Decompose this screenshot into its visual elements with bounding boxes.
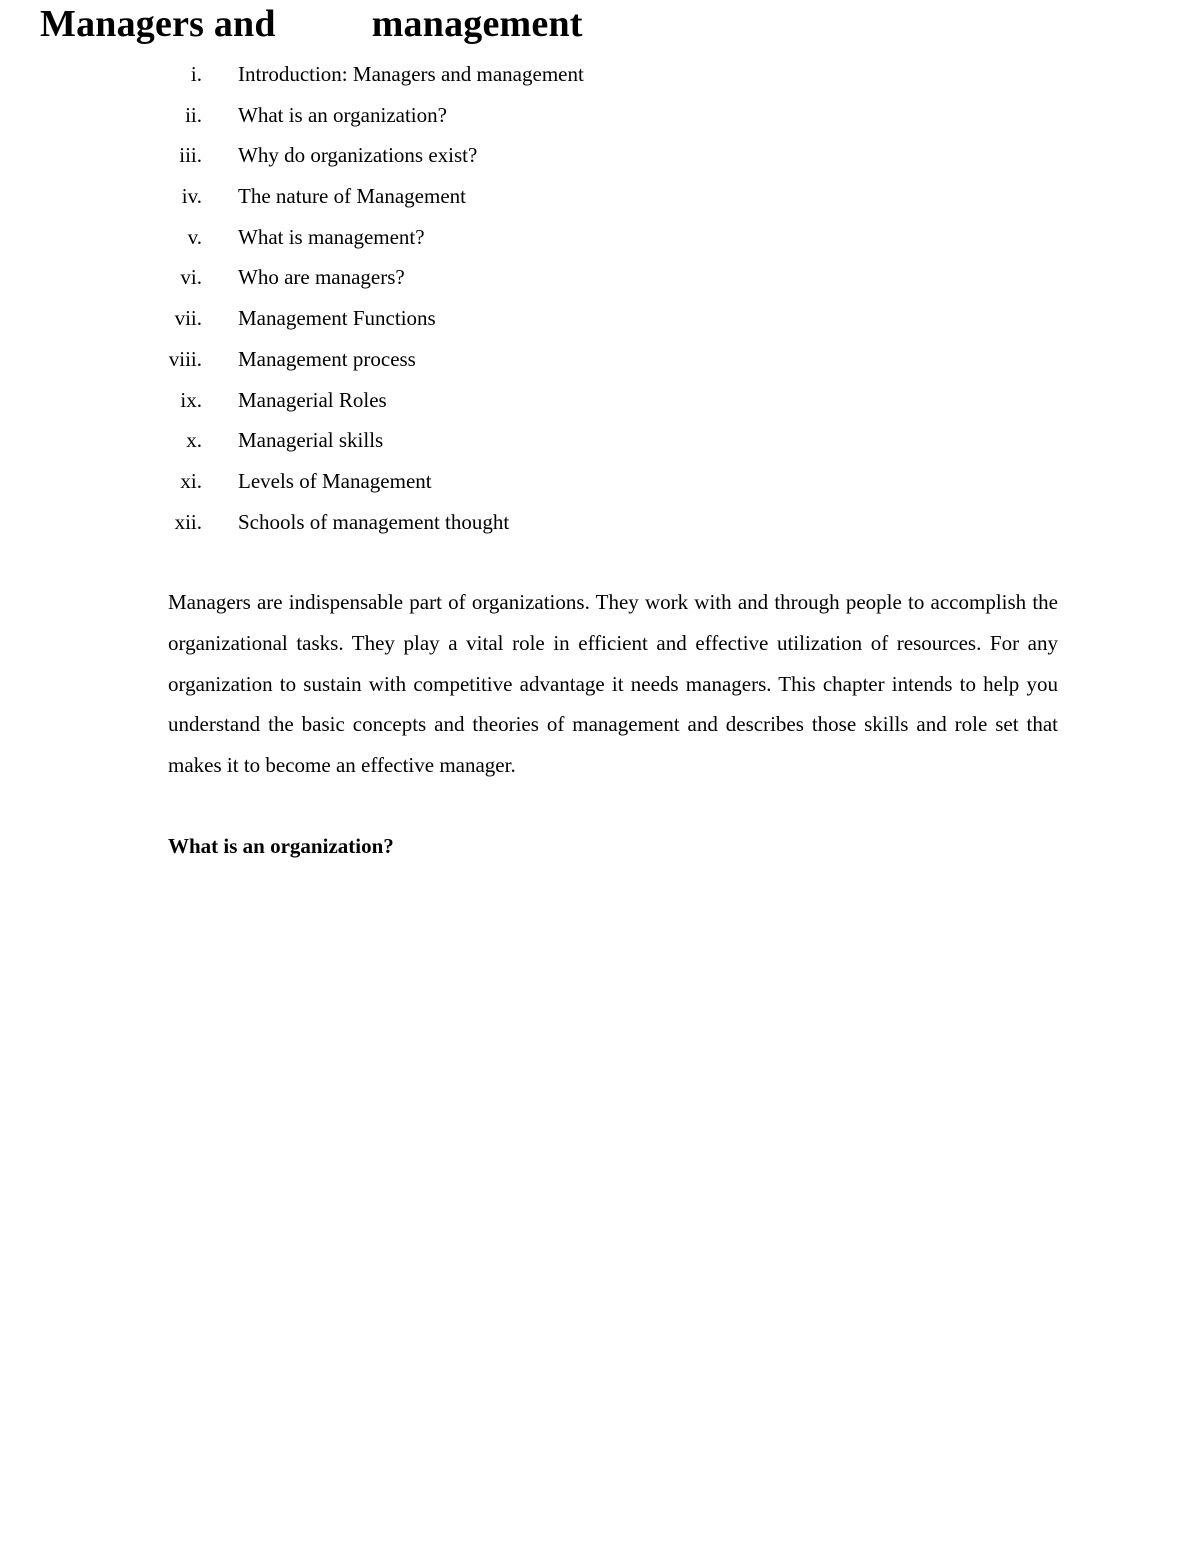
toc-numeral: i. <box>190 62 202 86</box>
toc-label: What is an organization? <box>238 102 447 127</box>
document-title-part-1: Managers and <box>40 3 276 45</box>
toc-label: Schools of management thought <box>238 509 510 534</box>
toc-numeral: ii. <box>185 102 202 127</box>
toc-item <box>0 257 800 298</box>
document-title <box>40 2 583 46</box>
toc-item <box>0 339 800 380</box>
toc-label: Managerial Roles <box>238 387 387 412</box>
toc-numeral: vi. <box>180 265 202 290</box>
toc-label: The nature of Management <box>238 184 466 209</box>
toc-item <box>0 217 800 258</box>
toc-numeral: x. <box>186 428 202 453</box>
toc-numeral: xii. <box>174 509 202 534</box>
toc-numeral: vii. <box>174 306 202 331</box>
toc-label: Who are managers? <box>238 265 405 290</box>
toc-numeral: v. <box>187 224 202 249</box>
toc-item <box>0 502 800 543</box>
toc-label: What is management? <box>238 224 425 249</box>
toc-item <box>0 95 800 136</box>
document-title-part-2: management <box>371 3 583 45</box>
toc-label: Management process <box>238 346 416 371</box>
toc-item <box>0 420 800 461</box>
toc-item <box>0 135 800 176</box>
toc-numeral: viii. <box>168 346 202 371</box>
toc-label: Introduction: Managers and management <box>238 62 584 86</box>
toc-label: Why do organizations exist? <box>238 143 478 168</box>
intro-paragraph: Managers are indispensable part of organizations. They work with and through people to accomplish the organizational tasks. They play a vital role in efficient and effective utilization of resources. For any organization to sustain with competitive advantage it needs managers. This chapter intends to help you understand the basic concepts and theories of management and describes those skills and role set that makes it to become an effective manager. <box>168 590 1058 778</box>
toc-item <box>0 380 800 421</box>
toc-label: Managerial skills <box>238 428 384 453</box>
toc-numeral: ix. <box>180 387 202 412</box>
table-of-contents <box>0 54 800 542</box>
toc-label: Management Functions <box>238 306 436 331</box>
toc-item <box>0 176 800 217</box>
section-heading: What is an organization? <box>168 834 394 858</box>
toc-item <box>0 54 800 95</box>
toc-item <box>0 461 800 502</box>
toc-numeral: iii. <box>179 143 202 168</box>
toc-numeral: iv. <box>181 184 202 209</box>
toc-label: Levels of Management <box>238 468 432 493</box>
toc-item <box>0 298 800 339</box>
toc-numeral: xi. <box>180 468 202 493</box>
